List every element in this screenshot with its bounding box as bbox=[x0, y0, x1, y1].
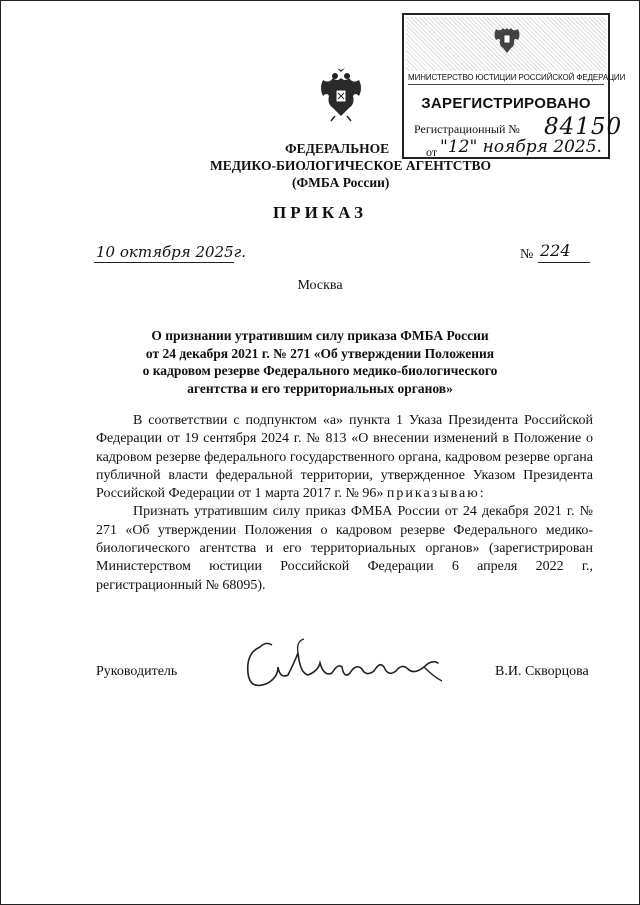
stamp-date: "12" ноября 2025. bbox=[440, 137, 602, 157]
org-line-2: МЕДИКО-БИОЛОГИЧЕСКОЕ АГЕНТСТВО bbox=[210, 158, 491, 173]
stamp-reg-number: 84150 bbox=[544, 114, 623, 140]
stamp-reg-number-label: Регистрационный № bbox=[414, 122, 520, 136]
subject-line: агентства и его территориальных органов» bbox=[187, 380, 453, 396]
number-underline bbox=[538, 262, 590, 263]
subject-line: от 24 декабря 2021 г. № 271 «Об утверждении Положения bbox=[145, 345, 495, 361]
operative-paragraph: Признать утратившим силу приказ ФМБА России от 24 декабря 2021 г. № 271 «Об утверждении Положения о кадровом резерве Федерального медико-биологического агентства и его территориальных органов» (зарегистрирован Министерством юстиции Российской Федерации 6 апреля 2022 г., регистрационный № 68095). bbox=[96, 504, 593, 593]
subject-line: О признании утратившим силу приказа ФМБА России bbox=[151, 328, 489, 343]
city: Москва bbox=[297, 278, 343, 293]
stamp-emblem-icon bbox=[492, 21, 522, 57]
signatory-name: В.И. Скворцова bbox=[495, 664, 589, 679]
preamble-text: В соответствии с подпунктом «а» пункта 1 Указа Президента Российской Федерации от 19 сентября 2024 г. № 813 «О внесении изменений в Положение о кадровом резерве федерального государственного органа, кадровом резерве органа публичной власти федеральной территории, утвержденное Указом Президента Российской Федерации от 1 марта 2017 г. № 96» bbox=[96, 413, 593, 502]
document-type-title: ПРИКАЗ bbox=[273, 203, 367, 222]
order-number-label: № bbox=[520, 247, 534, 262]
signatory-role: Руководитель bbox=[96, 664, 178, 679]
stamp-date-label: от bbox=[426, 145, 438, 159]
org-line-3: (ФМБА России) bbox=[292, 175, 390, 190]
coat-of-arms-emblem bbox=[317, 66, 365, 122]
order-date: 10 октября 2025г. bbox=[96, 243, 246, 261]
registration-stamp bbox=[402, 13, 626, 159]
org-line-1: ФЕДЕРАЛЬНОЕ bbox=[285, 141, 390, 156]
order-body bbox=[96, 412, 593, 595]
preamble-paragraph bbox=[96, 412, 593, 503]
order-number: 224 bbox=[540, 241, 571, 260]
date-underline bbox=[94, 262, 234, 263]
stamp-ministry-text: МИНИСТЕРСТВО ЮСТИЦИИ РОССИЙСКОЙ ФЕДЕРАЦИИ bbox=[408, 73, 604, 85]
handwritten-signature bbox=[238, 633, 448, 697]
subject-line: о кадровом резерве Федерального медико-биологического bbox=[142, 363, 498, 378]
stamp-status: ЗАРЕГИСТРИРОВАНО bbox=[421, 95, 591, 112]
order-word: приказываю: bbox=[386, 486, 486, 502]
order-subject bbox=[100, 327, 540, 397]
